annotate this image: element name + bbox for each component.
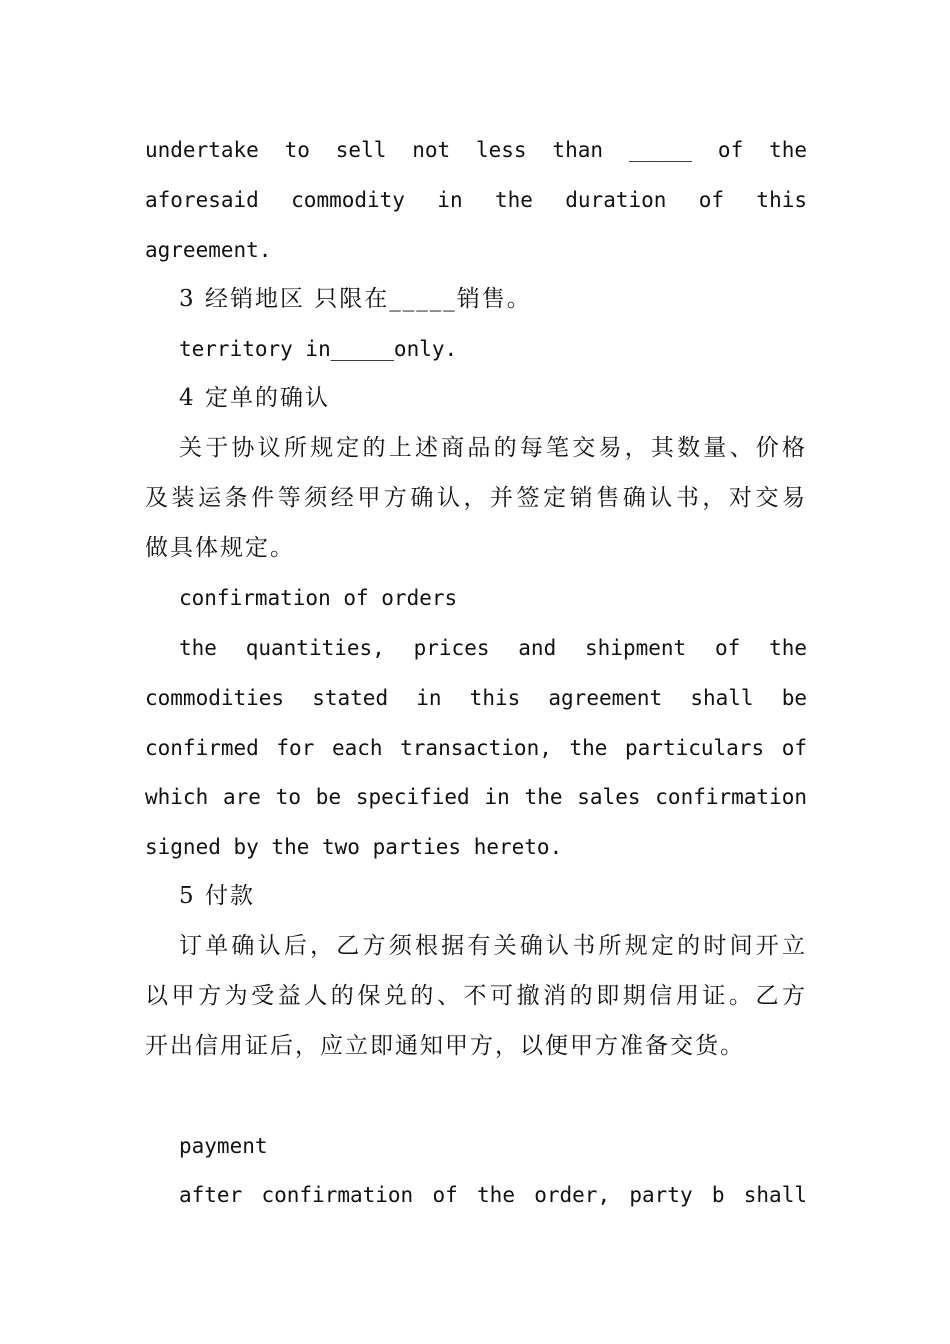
text-line: agreement.: [145, 238, 272, 262]
text-line: territory in_____only.: [179, 337, 458, 361]
text-line: 及装运条件等须经甲方确认，并签定销售确认书，对交易: [145, 485, 807, 511]
section-heading: payment: [179, 1134, 268, 1158]
section-heading: 5 付款: [179, 883, 255, 909]
text-line: confirmed for each transaction, the particulars of: [145, 736, 807, 760]
text-line: 以甲方为受益人的保兑的、不可撤消的即期信用证。乙方: [145, 983, 807, 1009]
text-line: the quantities, prices and shipment of the: [179, 636, 807, 660]
section-heading: 4 定单的确认: [179, 385, 330, 411]
text-line: commodities stated in this agreement shall be: [145, 686, 807, 710]
text-line: 做具体规定。: [145, 535, 295, 561]
text-line: 关于协议所规定的上述商品的每笔交易，其数量、价格: [179, 435, 807, 461]
text-line: which are to be specified in the sales confirmation: [145, 785, 807, 809]
text-line: 开出信用证后，应立即通知甲方，以便甲方准备交货。: [145, 1033, 745, 1059]
text-line: after confirmation of the order, party b shall: [179, 1183, 807, 1207]
text-line: signed by the two parties hereto.: [145, 835, 563, 859]
text-line: undertake to sell not less than _____ of the: [145, 138, 807, 162]
text-line: aforesaid commodity in the duration of this: [145, 188, 807, 212]
text-line: 订单确认后，乙方须根据有关确认书所规定的时间开立: [179, 933, 807, 959]
section-heading: confirmation of orders: [179, 586, 458, 610]
section-heading: 3 经销地区 只限在_____销售。: [179, 286, 532, 312]
